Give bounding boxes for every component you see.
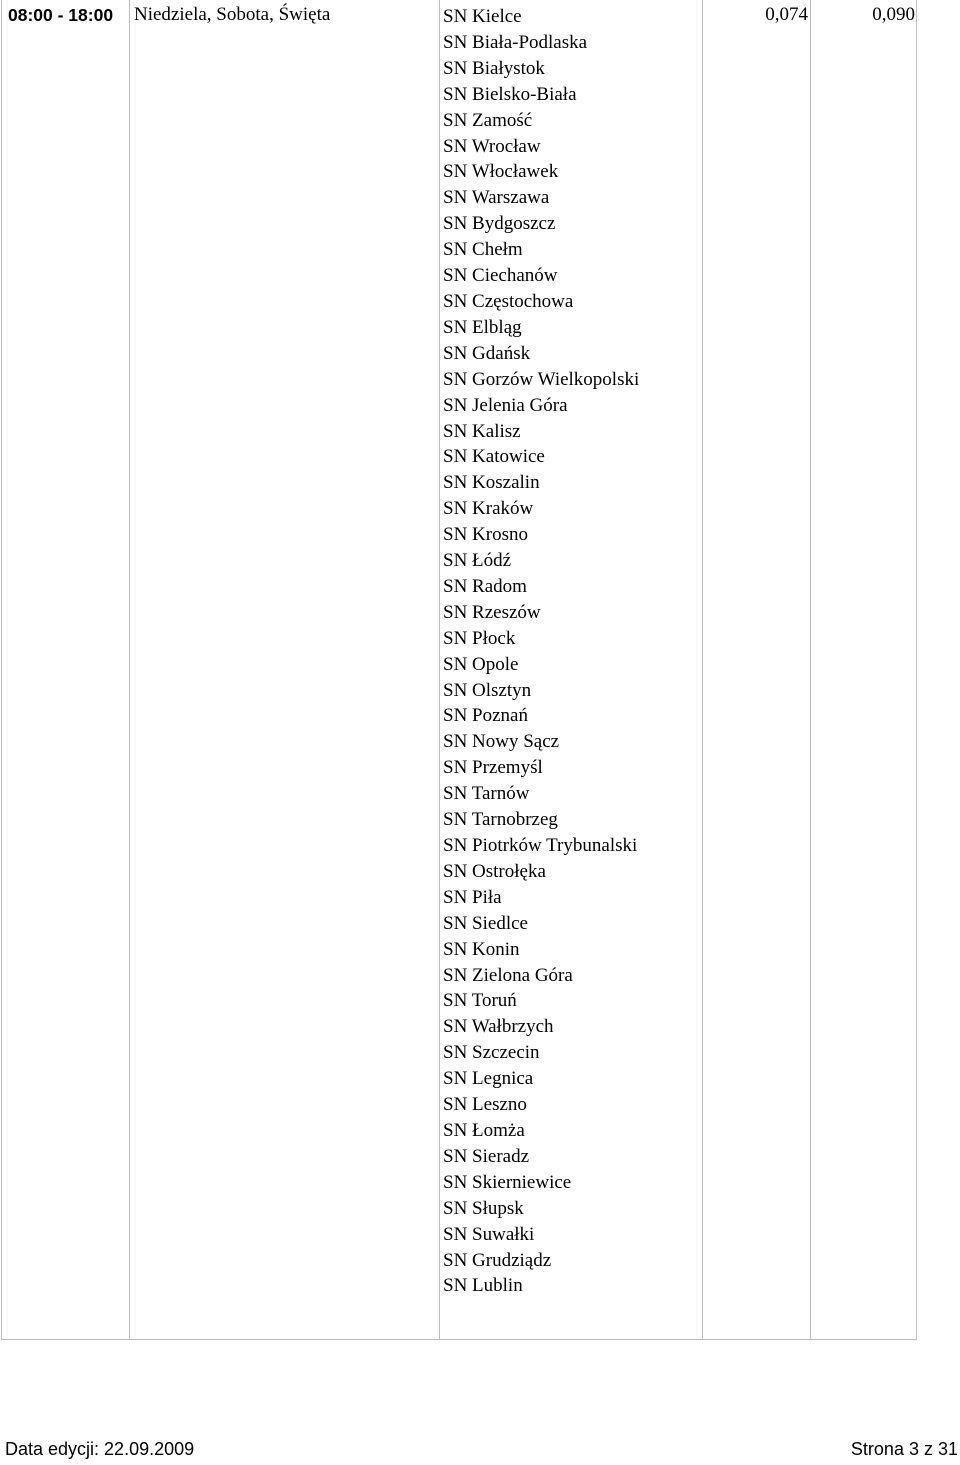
page-number: Strona 3 z 31 [850,1439,958,1459]
station-item: SN Rzeszów [443,601,541,623]
station-item: SN Łomża [443,1119,525,1141]
station-item: SN Płock [443,627,516,649]
tariff-table [1,0,917,1340]
station-item: SN Olsztyn [443,679,532,701]
station-item: SN Krosno [443,524,528,546]
station-item: SN Białystok [443,57,545,79]
station-item: SN Włocławek [443,161,559,183]
value-2: 0,090 [872,4,915,25]
station-item: SN Biała-Podlaska [443,31,588,53]
station-item: SN Kalisz [443,420,521,442]
stations-cell [440,0,703,1339]
station-item: SN Piła [443,886,502,908]
station-item: SN Częstochowa [443,290,574,312]
station-item: SN Skierniewice [443,1171,572,1193]
station-item: SN Opole [443,653,519,675]
station-item: SN Przemyśl [443,757,543,779]
station-item: SN Łódź [443,550,512,572]
station-item: SN Leszno [443,1094,527,1116]
station-item: SN Konin [443,938,520,960]
station-item: SN Koszalin [443,472,540,494]
station-item: SN Wrocław [443,135,541,157]
station-item: SN Katowice [443,446,545,468]
station-item: SN Grudziądz [443,1249,552,1271]
station-item: SN Radom [443,575,527,597]
station-item: SN Zamość [443,109,533,131]
station-item: SN Legnica [443,1068,534,1090]
station-item: SN Bielsko-Biała [443,83,577,105]
station-item: SN Ostrołęka [443,860,546,882]
days-label: Niedziela, Sobota, Święta [134,4,331,25]
edit-date: Data edycji: 22.09.2009 [5,1439,195,1459]
station-item: SN Kraków [443,498,534,520]
station-item: SN Sieradz [443,1145,530,1167]
station-item: SN Nowy Sącz [443,731,560,753]
value-1: 0,074 [765,4,808,25]
station-item: SN Piotrków Trybunalski [443,835,638,856]
station-item: SN Toruń [443,990,517,1012]
station-item: SN Kielce [443,6,522,27]
station-item: SN Zielona Góra [443,964,573,986]
station-item: SN Suwałki [443,1223,535,1245]
station-item: SN Słupsk [443,1197,524,1219]
station-item: SN Lublin [443,1275,523,1297]
station-item: SN Elbląg [443,316,522,338]
stations-list [443,4,639,1299]
value-2-cell [811,0,917,1339]
station-item: SN Poznań [443,705,528,727]
station-item: SN Bydgoszcz [443,213,556,235]
station-item: SN Tarnów [443,783,530,805]
station-item: SN Jelenia Góra [443,394,568,416]
station-item: SN Szczecin [443,1042,540,1064]
value-1-cell [703,0,811,1339]
station-item: SN Siedlce [443,912,528,934]
time-range-cell [2,0,130,1339]
station-item: SN Ciechanów [443,265,558,287]
station-item: SN Gorzów Wielkopolski [443,368,640,390]
days-cell [130,0,440,1339]
station-item: SN Chełm [443,239,523,261]
station-item: SN Wałbrzych [443,1016,554,1038]
station-item: SN Tarnobrzeg [443,809,558,831]
time-range: 08:00 - 18:00 [8,5,114,25]
station-item: SN Gdańsk [443,342,531,364]
station-item: SN Warszawa [443,187,550,209]
